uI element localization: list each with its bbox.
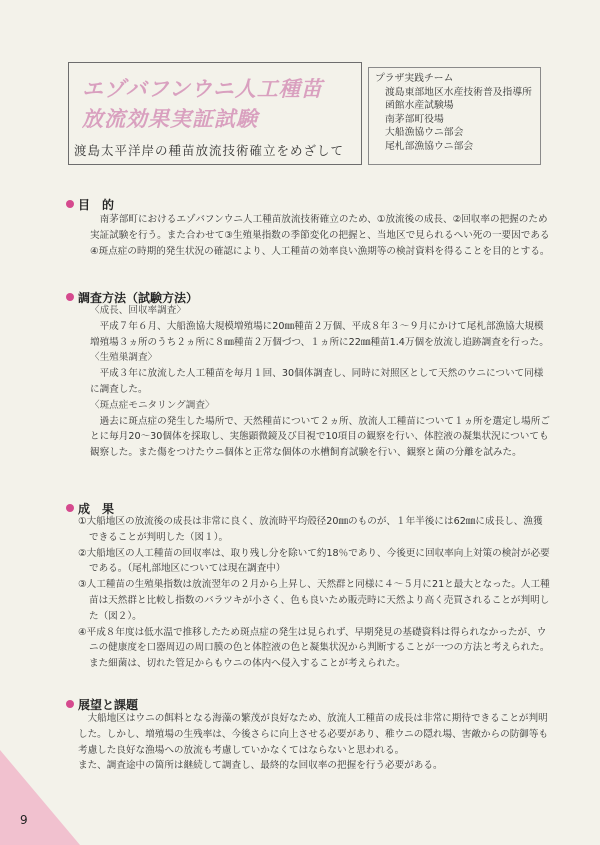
- method-subheading-gonad: 〈生殖巣調査〉: [90, 352, 158, 364]
- result-item: ③人工種苗の生殖巣指数は放流翌年の２月から上昇し、天然群と同様に４～５月に21と最大となった。人工種苗は天然群と比較し指数のバラツキが小さく、色も良いため販売時に天然より高く売買されることが判明した（図２）。: [78, 579, 550, 622]
- title-line-2: 放流効果実証試験: [82, 107, 258, 131]
- page-subtitle: 渡島太平洋岸の種苗放流技術確立をめざして: [74, 143, 345, 158]
- outlook-body: [78, 711, 552, 774]
- method-subheading-growth: 〈成長、回収率調査〉: [90, 305, 186, 316]
- heading-text: 目 的: [78, 198, 115, 212]
- page-number: 9: [20, 813, 28, 827]
- team-title: プラザ実践チーム: [375, 73, 454, 84]
- bullet-icon: [66, 200, 74, 208]
- team-member: 尾札部漁協ウニ部会: [385, 140, 474, 152]
- title-line-1: エゾバフンウニ人工種苗: [82, 77, 323, 101]
- team-member: 函館水産試験場: [385, 100, 454, 111]
- method-text-spot: 過去に斑点症の発生した場所で、天然種苗について２ヵ所、放流人工種苗について１ヵ所を選定し場所ごとに毎月20～30個体を採取し、実態顕微鏡及び目視で10項目の観察を行い、体腔液の凝集状況についても観察した。また傷をつけたウニ個体と正常な個体の水槽飼育試験を行い、観察と菌の分離を試みた。: [90, 415, 550, 459]
- method-body: [90, 303, 552, 461]
- page-title: [82, 74, 352, 134]
- team-member: 南茅部町役場: [385, 113, 444, 125]
- method-text-growth: 平成７年６月、大船漁協大規模増殖場に20㎜種苗２万個、平成８年３～９月にかけて尾札部漁協大規模増殖場３ヵ所のうち２ヵ所に８㎜種苗２万個づつ、１ヵ所に22㎜種苗1.4万個を放流し追跡調査を行った。: [90, 320, 549, 348]
- bullet-icon: [66, 700, 74, 708]
- result-item: ②大船地区の人工種苗の回収率は、取り残し分を除いて約18％であり、今後更に回収率向上対策の検討が必要である。（尾札部地区については現在調査中）: [78, 547, 550, 575]
- heading-text: 成 果: [78, 502, 115, 516]
- outlook-text-2: また、調査途中の箇所は継続して調査し、最終的な回収率の把握を行う必要がある。: [78, 760, 443, 772]
- section-heading-purpose: [66, 196, 114, 213]
- purpose-body: [90, 212, 552, 259]
- team-member: 渡島東部地区水産技術普及指導所: [385, 86, 532, 98]
- result-item: ④平成８年度は低水温で推移したため斑点症の発生は見られず、早期発見の基礎資料は得られなかったが、ウニの健康度を口器周辺の周口膜の色と体腔液の色と凝集状況から判断することが一つの方法と考えられた。また細菌は、切れた管足からもウニの体内へ侵入することが考えられた。: [78, 626, 550, 670]
- bullet-icon: [66, 504, 74, 512]
- team-box: [368, 67, 541, 165]
- result-item: ①大船地区の放流後の成長は非常に良く、放流時平均殻径20㎜のものが、１年半後には62㎜に成長し、漁獲できることが判明した（図１）。: [78, 516, 543, 543]
- purpose-text: 南茅部町におけるエゾバフンウニ人工種苗放流技術確立のため、①放流後の成長、②回収率の把握のため実証試験を行う。また合わせて③生殖巣指数の季節変化の把握と、当地区で見られるへい死の一要因である④斑点症の時期的発生状況の確認により、人工種苗の効率良い漁期等の検討資料を得ることを目的とする。: [90, 214, 550, 257]
- team-member: 大船漁協ウニ部会: [385, 127, 464, 138]
- results-body: [78, 514, 552, 672]
- outlook-text: 大船地区はウニの餌料となる海藻の繁茂が良好なため、放流人工種苗の成長は非常に期待できることが判明した。しかし、増殖場の生残率は、今後さらに向上させる必要があり、稚ウニの隠れ場、害敵からの防御等も考慮した良好な漁場への放流も考慮していかなくてはならないと思われる。: [78, 713, 549, 756]
- bullet-icon: [66, 293, 74, 301]
- corner-decoration: [0, 750, 80, 845]
- heading-text: 展望と課題: [78, 698, 139, 712]
- method-text-gonad: 平成３年に放流した人工種苗を毎月１回、30個体調査し、同時に対照区として天然のウニについて同様に調査した。: [90, 368, 544, 395]
- method-subheading-spot: 〈斑点症モニタリング調査〉: [90, 399, 215, 411]
- heading-text: 調査方法（試験方法）: [78, 291, 199, 305]
